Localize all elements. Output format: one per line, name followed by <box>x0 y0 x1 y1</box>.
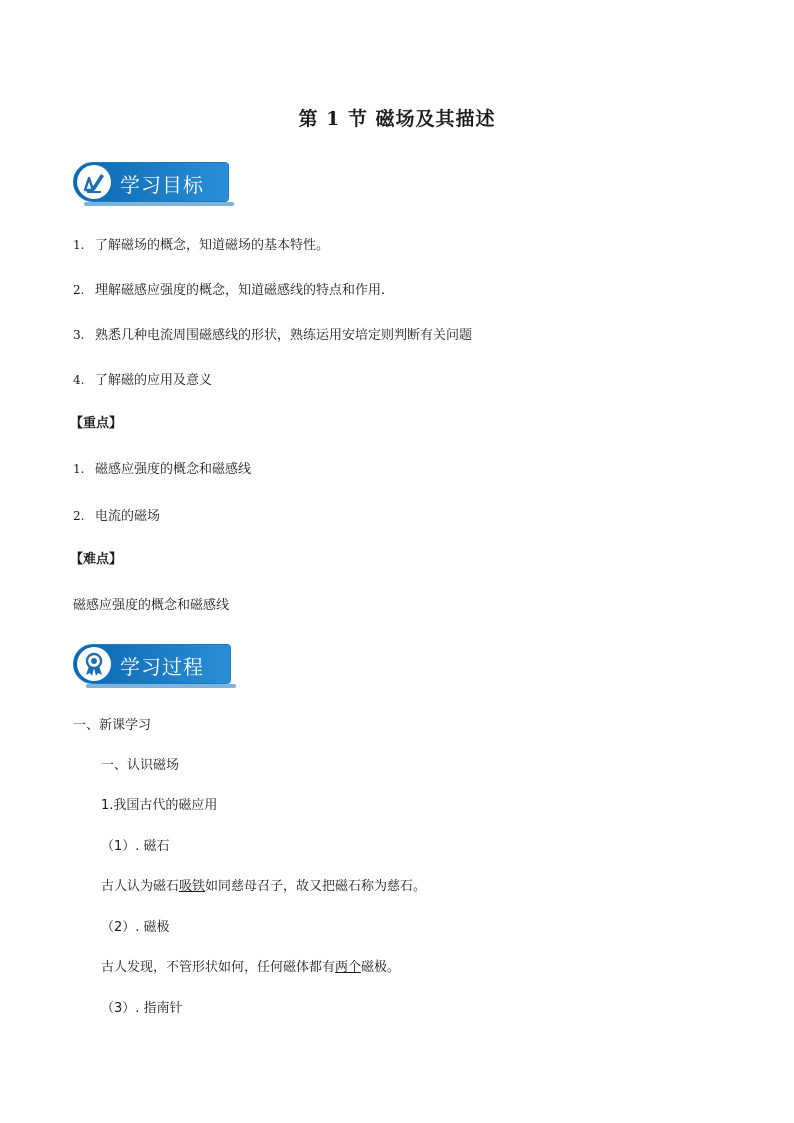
learning-goals-banner <box>73 162 229 202</box>
goal-item: 4. 了解磁的应用及意义 <box>73 373 213 388</box>
sub-item-heading: （2）. 磁极 <box>101 920 170 935</box>
page-title: 第 1 节 磁场及其描述 <box>298 108 496 130</box>
subsection-heading: 一、认识磁场 <box>101 758 180 773</box>
goal-item: 3. 熟悉几种电流周围磁感线的形状，熟练运用安培定则判断有关问题 <box>73 328 473 343</box>
learning-process-banner <box>73 644 231 684</box>
key-point-item: 1. 磁感应强度的概念和磁感线 <box>73 462 252 477</box>
key-points-heading: 【重点】 <box>70 416 123 431</box>
goal-item: 1. 了解磁场的概念，知道磁场的基本特性。 <box>73 238 330 253</box>
award-ribbon-icon <box>77 647 111 681</box>
paragraph: 古人发现，不管形状如何，任何磁体都有两个磁极。 <box>101 960 401 975</box>
difficulty-heading: 【难点】 <box>70 552 123 567</box>
sub-item-heading: （1）. 磁石 <box>101 839 170 854</box>
pencil-ruler-icon <box>77 165 111 199</box>
banner-label: 学习过程 <box>120 655 204 679</box>
underlined-term: 两个 <box>335 960 362 975</box>
key-point-item: 2. 电流的磁场 <box>73 509 161 524</box>
banner-label: 学习目标 <box>120 173 204 197</box>
goal-item: 2. 理解磁感应强度的概念，知道磁感线的特点和作用. <box>73 283 386 298</box>
underlined-term: 吸铁 <box>179 879 206 894</box>
difficulty-text: 磁感应强度的概念和磁感线 <box>73 598 230 613</box>
item-heading: 1.我国古代的磁应用 <box>101 798 218 813</box>
sub-item-heading: （3）. 指南针 <box>101 1001 183 1016</box>
section-heading: 一、新课学习 <box>73 718 152 733</box>
paragraph: 古人认为磁石吸铁如同慈母召子，故又把磁石称为慈石。 <box>101 879 427 894</box>
